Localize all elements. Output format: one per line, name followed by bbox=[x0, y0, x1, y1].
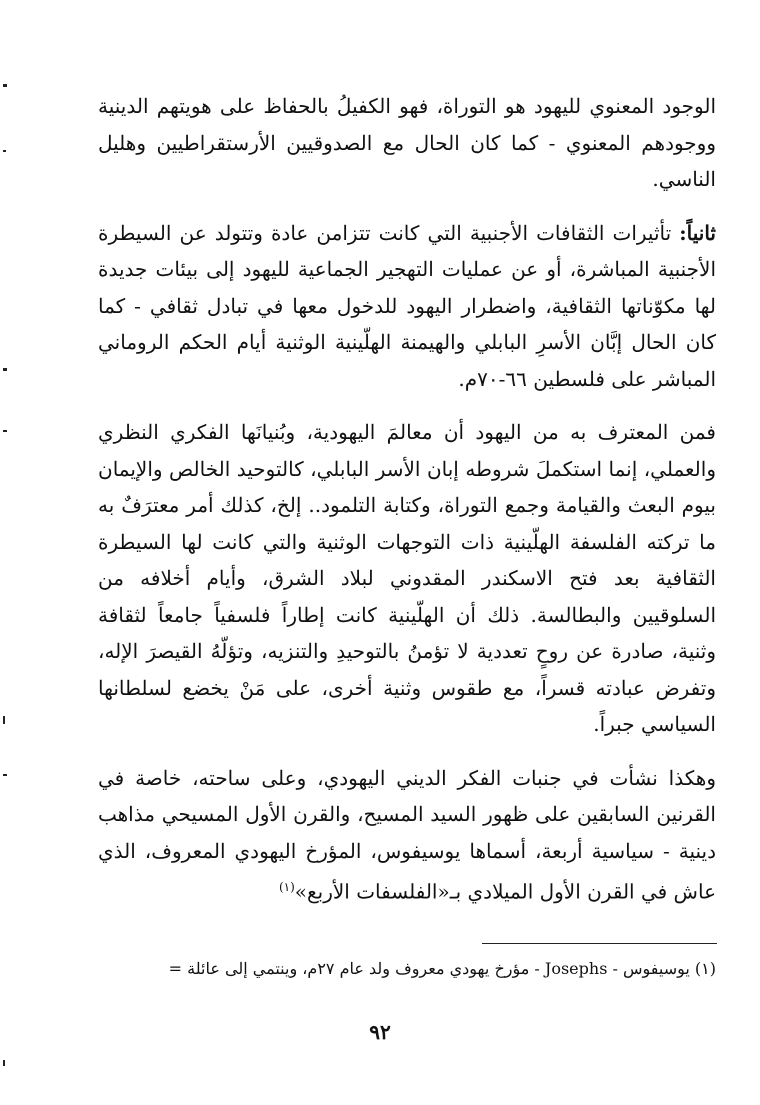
footnote-divider bbox=[482, 943, 717, 944]
footnote: (١) يوسيفوس - Josephs - مؤرخ يهودي معروف ولد عام ٢٧م، وينتمي إلى عائلة = bbox=[168, 959, 716, 978]
paragraph-2-body: تأثيرات الثقافات الأجنبية التي كانت تتزامن عادة وتتولد عن السيطرة الأجنبية المباشرة، أو عن عمليات التهجير الجماعية لليهود إلى بيئات جديدة لها مكوّناتها الثقافية، واضطرار اليهود للدخول معها في تبادل ثقافي - كما كان الحال إبَّان الأسرِ البابلي والهيمنة الهلّينية الوثنية أيام الحكم الروماني المباشر على فلسطين ٦٦-٧٠م. bbox=[98, 220, 716, 391]
margin-mark bbox=[3, 84, 7, 87]
margin-mark bbox=[3, 430, 7, 432]
page-number: ٩٢ bbox=[369, 1020, 391, 1044]
paragraph-2 bbox=[98, 215, 716, 398]
paragraph-4 bbox=[98, 760, 716, 911]
paragraph-3: فمن المعترف به من اليهود أن معالمَ اليهودية، وبُنيانَها الفكري النظري والعملي، إنما استكملَ شروطه إبان الأسر البابلي، كالتوحيد الخالص والإيمان بيوم البعث والقيامة وجمع التوراة، وكتابة التلمود.. إلخ، كذلك أمر معترَفٌ به ما تركته الفلسفة الهلّينية ذات التوجهات الوثنية والتي كانت لها السيطرة الثقافية بعد فتح الاسكندر المقدوني لبلاد الشرق، وأيام أخلافه من السلوقيين والبطالسة. ذلك أن الهلّينية كانت إطاراً فلسفياً جامعاً لثقافة وثنية، صادرة عن روحٍ تعددية لا تؤمنُ بالتوحيدِ والتنزيه، وتؤلّهُ القيصرَ الإله، وتفرض عبادته قسراً، مع طقوس وثنية أخرى، على مَنْ يخضع لسلطانها السياسي جبراً. bbox=[98, 420, 716, 736]
margin-mark bbox=[3, 774, 7, 776]
paragraph-4-body: وهكذا نشأت في جنبات الفكر الديني اليهودي، وعلى ساحته، خاصة في القرنين السابقين على ظهور السيد المسيح، والقرن الأول المسيحي مذاهب دينية - سياسية أربعة، أسماها يوسيفوس، المؤرخ اليهودي المعروف، الذي عاش في القرن الأول الميلادي بـ«الفلسفات الأربع» bbox=[98, 765, 716, 904]
margin-mark bbox=[3, 716, 5, 724]
paragraph-1: الوجود المعنوي لليهود هو التوراة، فهو الكفيلُ بالحفاظ على هويتهم الدينية ووجودهم المعنوي - كما كان الحال مع الصدوقيين الأرستقراطيين وهليل الناسي. bbox=[98, 94, 716, 191]
margin-mark bbox=[3, 1060, 5, 1066]
margin-mark bbox=[3, 368, 7, 371]
page-body bbox=[98, 88, 716, 910]
footnote-reference: (١) bbox=[278, 880, 295, 894]
paragraph-2-lead: ثانياً: bbox=[679, 220, 716, 245]
margin-mark bbox=[3, 150, 6, 152]
